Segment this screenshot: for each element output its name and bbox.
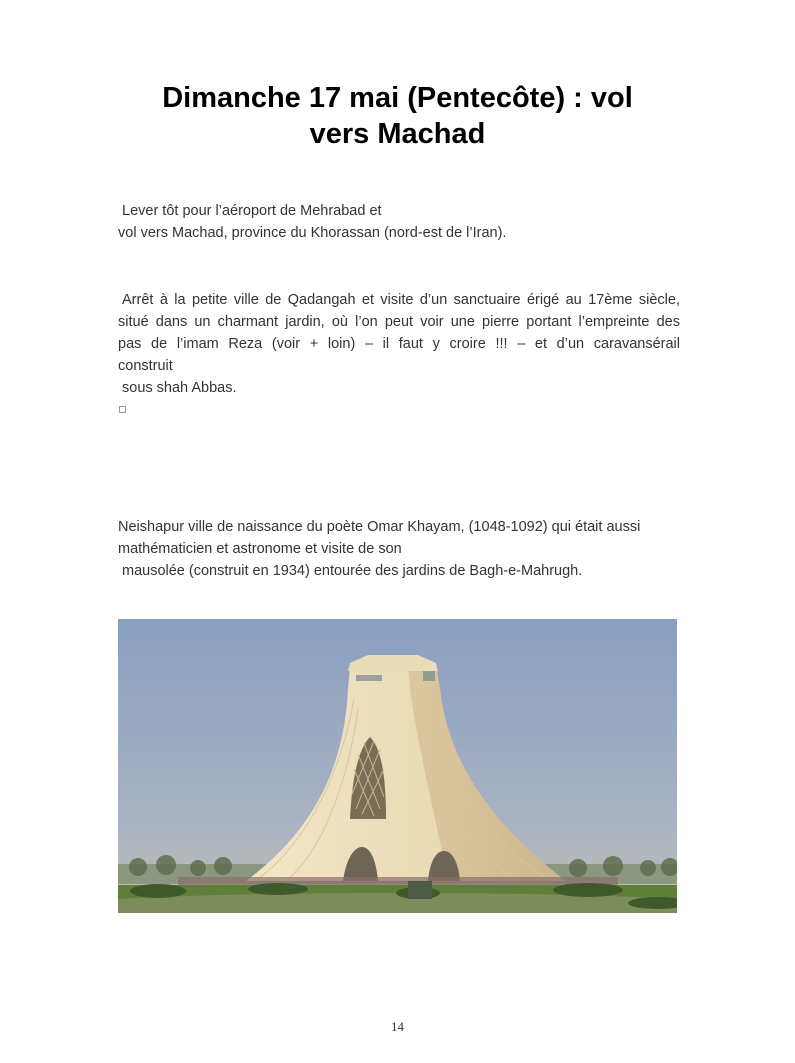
page-title [100, 80, 695, 152]
paragraph-line: Lever tôt pour l’aéroport de Mehrabad et [122, 203, 382, 219]
kiosk [408, 881, 432, 899]
azadi-tower-photo [118, 619, 677, 913]
paragraph-line: mausolée (construit en 1934) entourée des jardins de Bagh-e-Mahrugh. [122, 563, 583, 579]
paragraph-line: situé dans un charmant jardin, où l’on peut voir une pierre portant l’empreinte des [118, 314, 680, 330]
placeholder-box-icon [119, 406, 126, 413]
paragraph-neishapur [118, 516, 680, 582]
paragraph-line: mathématicien et astronome et visite de son [118, 541, 402, 557]
title-line-2: vers Machad [309, 118, 486, 150]
paragraph-line: construit [118, 358, 173, 374]
tower-window [356, 675, 382, 681]
paragraph-line: Arrêt à la petite ville de Qadangah et visite d’un sanctuaire érigé au 17ème siècle, [122, 292, 680, 308]
paragraph-qadangah [118, 289, 680, 399]
paragraph-line: pas de l’imam Reza (voir + loin) – il faut y croire !!! – et d’un caravansérail [118, 336, 680, 352]
paragraph-line: vol vers Machad, province du Khorassan (nord-est de l’Iran). [118, 225, 507, 241]
azadi-tower-illustration [118, 619, 677, 913]
paragraph-departure [118, 200, 680, 244]
paragraph-line: Neishapur ville de naissance du poète Omar Khayam, (1048-1092) qui était aussi [118, 519, 641, 535]
paragraph-line: sous shah Abbas. [122, 380, 237, 396]
page-number: 14 [391, 1019, 404, 1034]
tower-window [423, 671, 435, 681]
title-line-1: Dimanche 17 mai (Pentecôte) : vol [162, 82, 633, 114]
